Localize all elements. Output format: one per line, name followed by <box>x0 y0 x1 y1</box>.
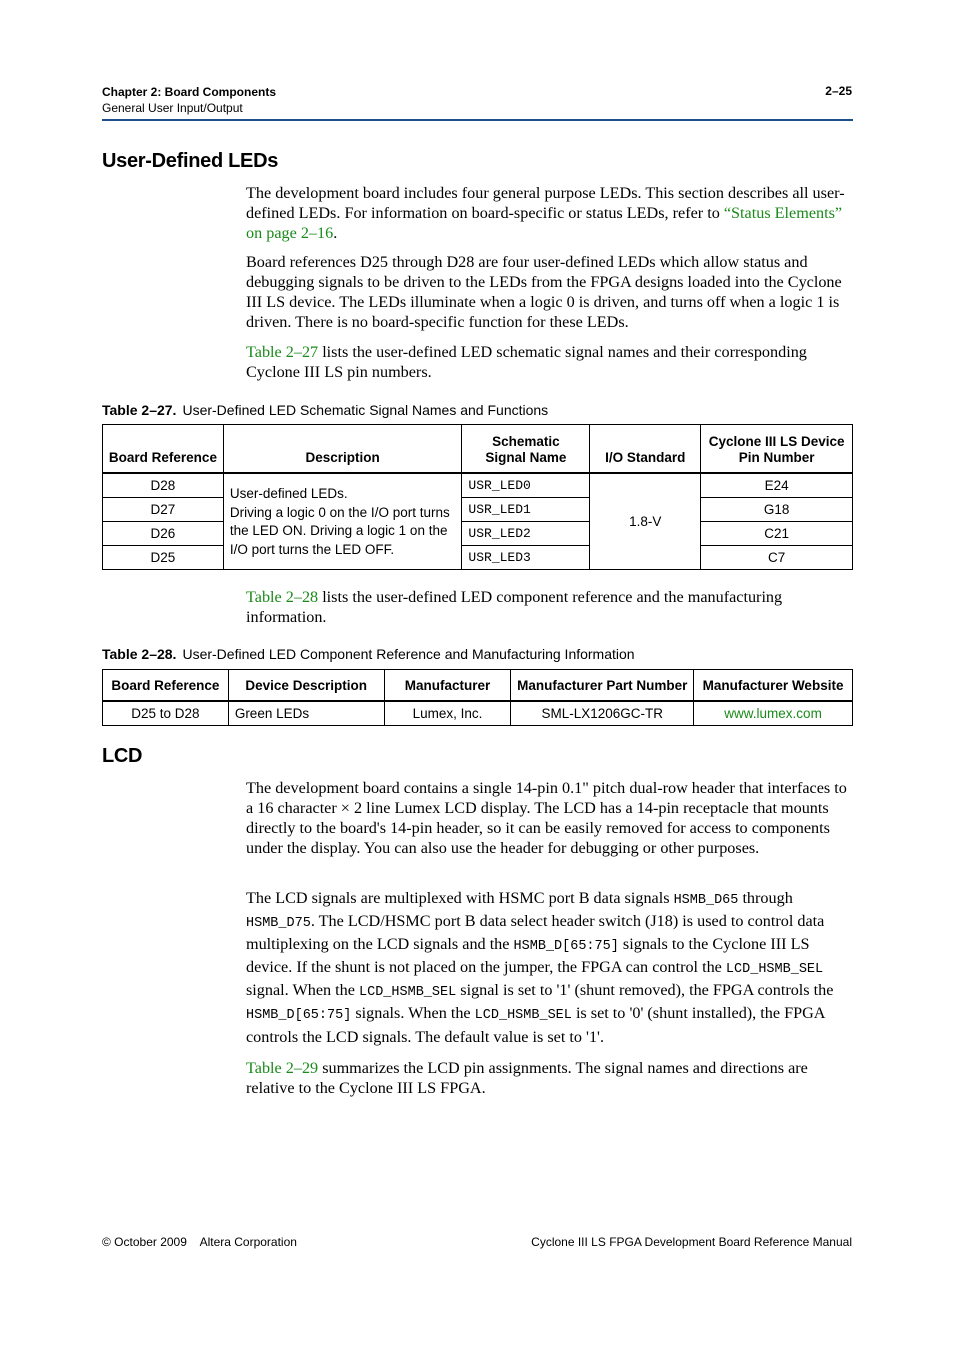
manufacturer-cell: Lumex, Inc. <box>384 701 511 726</box>
signal-code: HSMB_D[65:75] <box>246 1008 352 1024</box>
board-ref-cell: D26 <box>103 521 224 545</box>
io-standard-cell: 1.8-V <box>590 473 701 570</box>
header-rule <box>102 119 853 121</box>
footer-copyright: © October 2009 Altera Corporation <box>102 1235 297 1249</box>
footer-manual-title: Cyclone III LS FPGA Development Board Reference Manual <box>531 1235 852 1249</box>
table-2-28-title: User-Defined LED Component Reference and Manufacturing Information <box>182 646 635 662</box>
board-ref-cell: D25 to D28 <box>103 701 229 726</box>
leds-paragraph-1 <box>246 183 852 243</box>
description-line-1: User-defined LEDs. <box>229 486 348 501</box>
lcd-heading: LCD <box>102 745 143 767</box>
lcd-p2-text: signal. When the <box>246 981 359 1000</box>
table-row <box>103 497 853 521</box>
website-cell <box>694 701 853 726</box>
signal-cell: USR_LED1 <box>462 497 590 521</box>
chapter-title: Chapter 2: Board Components <box>102 85 277 99</box>
table-row <box>103 473 853 498</box>
status-elements-link[interactable]: “Status Elements” on page 2–16 <box>246 204 843 243</box>
lcd-paragraph-1: The development board contains a single 14-pin 0.1" pitch dual-row header that interfaces to a 16 character × 2 line Lumex LCD display. The LCD has a 14-pin receptacle that mounts directly to the board's 14-pin header, so it can be easily removed for access to components under the display. You can also use the header for debugging or other purposes. <box>246 779 847 858</box>
signal-code: LCD_HSMB_SEL <box>474 1008 572 1024</box>
section-title: General User Input/Output <box>102 101 243 115</box>
table-2-27-title: User-Defined LED Schematic Signal Names and Functions <box>182 402 549 418</box>
signal-code: HSMB_D[65:75] <box>513 939 619 955</box>
leds-p3-text: lists the user-defined LED schematic signal names and their corresponding Cyclone III LS pin numbers. <box>246 343 807 382</box>
lcd-p2-text: signals. When the <box>351 1004 475 1023</box>
table-row <box>103 545 853 569</box>
lcd-paragraph-2 <box>246 888 852 1047</box>
description-cell <box>223 473 462 570</box>
leds-p1-end: . <box>333 224 338 243</box>
table-2-28 <box>102 669 853 726</box>
signal-code: LCD_HSMB_SEL <box>359 985 457 1001</box>
signal-code: HSMB_D75 <box>246 916 311 932</box>
part-number-cell: SML-LX1206GC-TR <box>511 701 694 726</box>
col-part-number: Manufacturer Part Number <box>511 670 694 701</box>
page-number: 2–25 <box>825 84 852 98</box>
table-2-27 <box>102 424 853 570</box>
signal-code: LCD_HSMB_SEL <box>725 962 824 978</box>
lcd-p3-text: summarizes the LCD pin assignments. The signal names and directions are relative to the Cyclone III LS FPGA. <box>246 1059 808 1098</box>
lumex-website-link[interactable]: www.lumex.com <box>724 705 822 721</box>
signal-cell: USR_LED3 <box>462 545 590 569</box>
col-device-description: Device Description <box>228 670 384 701</box>
leds-paragraph-4 <box>246 587 852 627</box>
leds-heading: User-Defined LEDs <box>102 150 279 172</box>
signal-code: HSMB_D65 <box>673 893 739 908</box>
table-row <box>103 521 853 545</box>
col-pin-number: Cyclone III LS Device Pin Number <box>701 425 853 473</box>
running-header <box>102 84 276 116</box>
col-description: Description <box>223 425 462 473</box>
table-2-28-label: Table 2–28. <box>102 646 177 662</box>
table-2-27-label: Table 2–27. <box>102 402 177 418</box>
table-row <box>103 701 853 726</box>
leds-p1-text: The development board includes four general purpose LEDs. This section describes all user-defined LEDs. For information on board-specific or status LEDs, refer to <box>246 184 845 223</box>
col-board-reference: Board Reference <box>103 670 229 701</box>
table-2-27-link[interactable]: Table 2–27 <box>246 343 319 361</box>
pin-cell: E24 <box>701 473 853 498</box>
lcd-p2-text: through <box>738 889 793 907</box>
pin-cell: C7 <box>701 545 853 569</box>
device-description-cell: Green LEDs <box>228 701 384 726</box>
col-schematic-signal-name: Schematic Signal Name <box>462 425 590 473</box>
signal-cell: USR_LED0 <box>462 473 590 498</box>
pin-cell: C21 <box>701 521 853 545</box>
lcd-paragraph-3 <box>246 1058 852 1098</box>
pin-cell: G18 <box>701 497 853 521</box>
col-website: Manufacturer Website <box>694 670 853 701</box>
table-2-29-link[interactable]: Table 2–29 <box>246 1059 319 1077</box>
leds-paragraph-2: Board references D25 through D28 are four user-defined LEDs which allow status and debugging signals to be driven to the LEDs from the FPGA designs loaded into the Cyclone III LS device. The LEDs illuminate when a logic 0 is driven, and turns off when a logic 1 is driven. There is no board-specific function for these LEDs. <box>246 253 842 332</box>
lcd-p2-text: signal is set to '1' (shunt removed), the FPGA controls the <box>456 981 834 1000</box>
leds-paragraph-3 <box>246 342 852 382</box>
board-ref-cell: D28 <box>103 473 224 498</box>
board-ref-cell: D27 <box>103 497 224 521</box>
lcd-p2-text: is set to '0' (shunt installed), the FPGA controls the LCD signals. The default value is set to '1'. <box>246 1004 825 1046</box>
board-ref-cell: D25 <box>103 545 224 569</box>
table-2-28-link[interactable]: Table 2–28 <box>246 588 319 606</box>
table-2-27-caption <box>102 402 548 418</box>
lcd-p2-text: . The LCD/HSMC port B data select header switch (J18) is used to control data multiplexing on the LCD signals and the <box>246 912 825 954</box>
description-line-2: Driving a logic 0 on the I/O port turns the LED ON. Driving a logic 1 on the I/O port turns the LED OFF. <box>229 504 450 557</box>
col-manufacturer: Manufacturer <box>384 670 511 701</box>
col-io-standard: I/O Standard <box>590 425 701 473</box>
table-2-28-caption <box>102 646 635 662</box>
leds-p4-text: lists the user-defined LED component reference and the manufacturing information. <box>246 588 783 627</box>
lcd-p2-text: signals to the Cyclone III LS device. If the shunt is not placed on the jumper, the FPGA can control the <box>246 935 810 977</box>
lcd-p2-text: The LCD signals are multiplexed with HSMC port B data signals <box>246 889 674 907</box>
signal-cell: USR_LED2 <box>462 521 590 545</box>
col-board-reference: Board Reference <box>103 425 224 473</box>
